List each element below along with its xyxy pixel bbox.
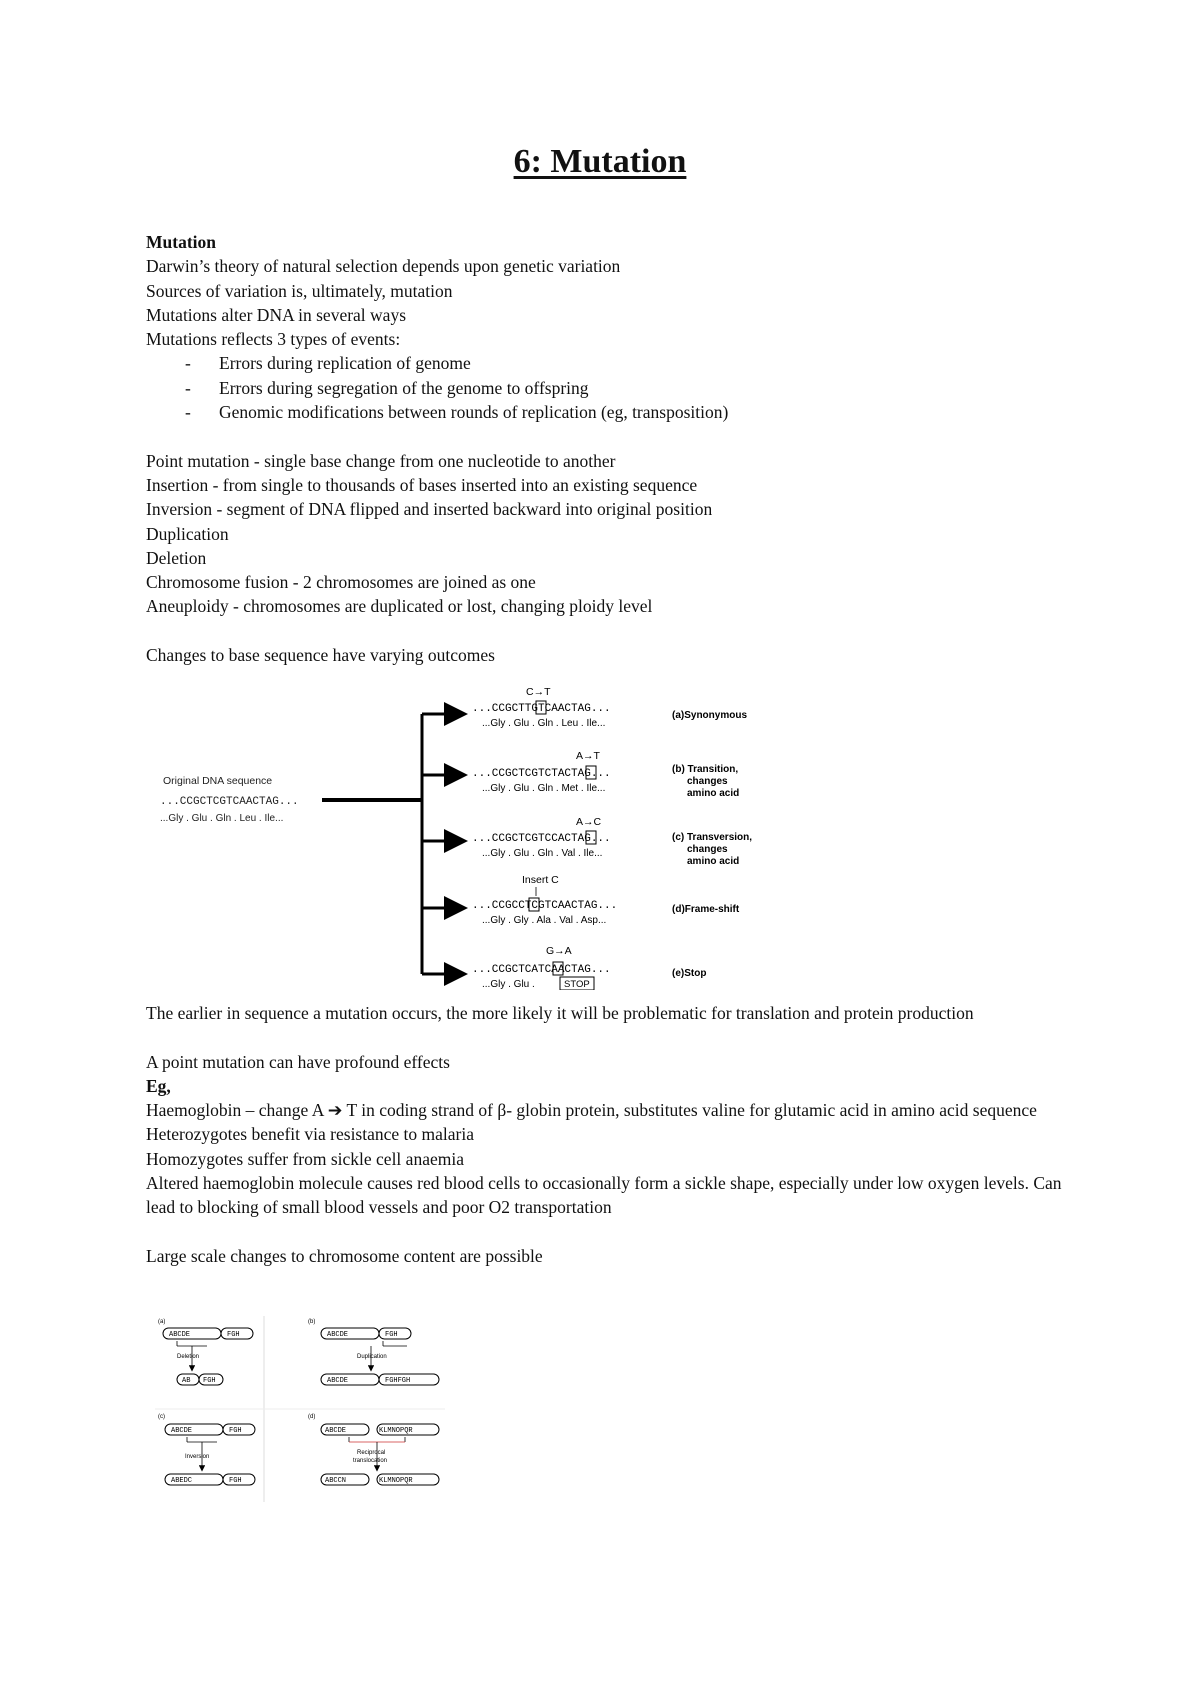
intro-line: Darwin’s theory of natural selection depends upon genetic variation	[146, 256, 621, 277]
mutation-type: Point mutation - single base change from one nucleotide to another	[146, 450, 616, 471]
chromosome-genes: FGH	[203, 1377, 216, 1385]
chromosome-genes: FGH	[229, 1477, 242, 1485]
outcome-label: changes	[687, 844, 728, 855]
chromosome-genes: KLMNOPQR	[379, 1477, 413, 1485]
outcome-label: changes	[687, 776, 728, 787]
changes-intro: Changes to base sequence have varying outcomes	[146, 645, 495, 666]
earlier-note: The earlier in sequence a mutation occurs, the more likely it will be problematic for translation and protein production	[146, 1003, 974, 1023]
page-title: 6: Mutation	[513, 143, 687, 180]
mutation-type: Aneuploidy - chromosomes are duplicated or lost, changing ploidy level	[146, 596, 653, 617]
chromosome-genes: ABCCN	[325, 1477, 347, 1485]
intro-section	[146, 230, 1066, 667]
amino-acid-sequence: ...Gly . Gly . Ala . Val . Asp...	[482, 915, 607, 926]
bullet-item: - Errors during segregation of the genome to offspring	[146, 376, 1066, 400]
mutated-sequence: ...CCGCTCGTCCACTAG...	[472, 833, 611, 845]
process-label: translocation	[353, 1458, 388, 1464]
point-mutation-lead: A point mutation can have profound effects	[146, 1051, 450, 1072]
mutation-type: Deletion	[146, 547, 207, 568]
eg-label: Eg,	[146, 1075, 171, 1096]
process-label: Inversion	[185, 1454, 210, 1460]
mutated-sequence: ...CCGCTCGTCTACTAG...	[472, 768, 611, 780]
panel-tag: (c)	[158, 1414, 165, 1420]
outcome-label: (b) Transition,	[672, 764, 739, 775]
amino-acid-sequence: ...Gly . Glu . Gln . Val . Ile...	[482, 848, 603, 859]
mutated-sequence: ...CCGCTCATCAACTAG...	[472, 964, 611, 976]
outcome-label: amino acid	[687, 788, 740, 799]
panel-tag: (b)	[308, 1319, 316, 1325]
chromosome-genes: ABCDE	[171, 1427, 193, 1435]
chromosome-genes: FGH	[229, 1427, 242, 1435]
process-label: Deletion	[177, 1354, 200, 1360]
chromosome-genes: ABCDE	[327, 1377, 349, 1385]
original-label: Original DNA sequence	[163, 775, 273, 787]
haemoglobin-text: Haemoglobin – change A ➔ T in coding strand of β- globin protein, substitutes valine for glutamic acid in amino acid sequence	[146, 1100, 1037, 1121]
change-label: C→T	[526, 686, 551, 698]
chromosome-genes: AB	[182, 1377, 191, 1385]
amino-acid-sequence: ...Gly . Glu . Gln . Met . Ile...	[482, 783, 606, 794]
chromosome-genes: KLMNOPQR	[379, 1427, 413, 1435]
homozygotes-text: Homozygotes suffer from sickle cell anaemia	[146, 1148, 464, 1169]
intro-line: Mutations reflects 3 types of events:	[146, 329, 401, 350]
chromosome-genes: FGH	[385, 1331, 398, 1339]
altered-haemoglobin-text: Altered haemoglobin molecule causes red blood cells to occasionally form a sickle shape, especially under low oxygen levels. Can lead to blocking of small blood vessels and poor O2 transportation	[146, 1173, 1062, 1218]
bullet-item: - Errors during replication of genome	[146, 351, 1066, 375]
chromosome-changes-diagram	[155, 1314, 445, 1504]
panel-tag: (a)	[158, 1319, 166, 1325]
heterozygotes-text: Heterozygotes benefit via resistance to malaria	[146, 1124, 474, 1145]
outcome-label: (a)Synonymous	[672, 710, 748, 721]
change-label: G→A	[546, 945, 572, 957]
mutation-outcomes-diagram	[150, 678, 770, 990]
outcome-label: (c) Transversion,	[672, 832, 753, 843]
outcome-label: (d)Frame-shift	[672, 904, 740, 915]
chromosome-genes: FGHFGH	[385, 1377, 411, 1385]
effects-section	[146, 1001, 1066, 1268]
change-label: A→T	[576, 750, 600, 762]
original-sequence: ...CCGCTCGTCAACTAG...	[160, 796, 299, 808]
mutation-type: Chromosome fusion - 2 chromosomes are joined as one	[146, 572, 536, 593]
change-label: A→C	[576, 816, 602, 828]
chromosome-genes: ABCDE	[327, 1331, 349, 1339]
mutation-type: Duplication	[146, 523, 229, 544]
original-amino-acids: ...Gly . Glu . Gln . Leu . Ile...	[160, 813, 284, 824]
chromosome-genes: ABCDE	[325, 1427, 347, 1435]
intro-line: Sources of variation is, ultimately, mutation	[146, 280, 453, 301]
mutated-sequence: ...CCGCTTGTCAACTAG...	[472, 703, 611, 715]
outcome-label: (e)Stop	[672, 968, 707, 979]
section-heading: Mutation	[146, 232, 216, 252]
mutation-type: Insertion - from single to thousands of bases inserted into an existing sequence	[146, 474, 698, 495]
amino-acid-sequence: ...Gly . Glu . Gln . Leu . Ile...	[482, 718, 606, 729]
process-label: Duplication	[357, 1354, 387, 1360]
panel-tag: (d)	[308, 1414, 316, 1420]
large-scale-intro: Large scale changes to chromosome content are possible	[146, 1245, 543, 1266]
event-bullet-list	[146, 351, 1066, 424]
change-label: Insert C	[522, 874, 559, 886]
amino-acid-sequence: ...Gly . Glu .	[482, 979, 535, 990]
outcome-label: amino acid	[687, 856, 740, 867]
mutation-type: Inversion - segment of DNA flipped and inserted backward into original position	[146, 499, 713, 520]
chromosome-genes: ABEDC	[171, 1477, 193, 1485]
stop-codon-label: STOP	[564, 979, 590, 990]
bullet-item: - Genomic modifications between rounds of replication (eg, transposition)	[146, 400, 1066, 424]
mutated-sequence: ...CCGCCTCGTCAACTAG...	[472, 900, 618, 912]
chromosome-genes: ABCDE	[169, 1331, 191, 1339]
chromosome-genes: FGH	[227, 1331, 240, 1339]
intro-line: Mutations alter DNA in several ways	[146, 304, 407, 325]
process-label: Reciprocal	[357, 1450, 386, 1456]
